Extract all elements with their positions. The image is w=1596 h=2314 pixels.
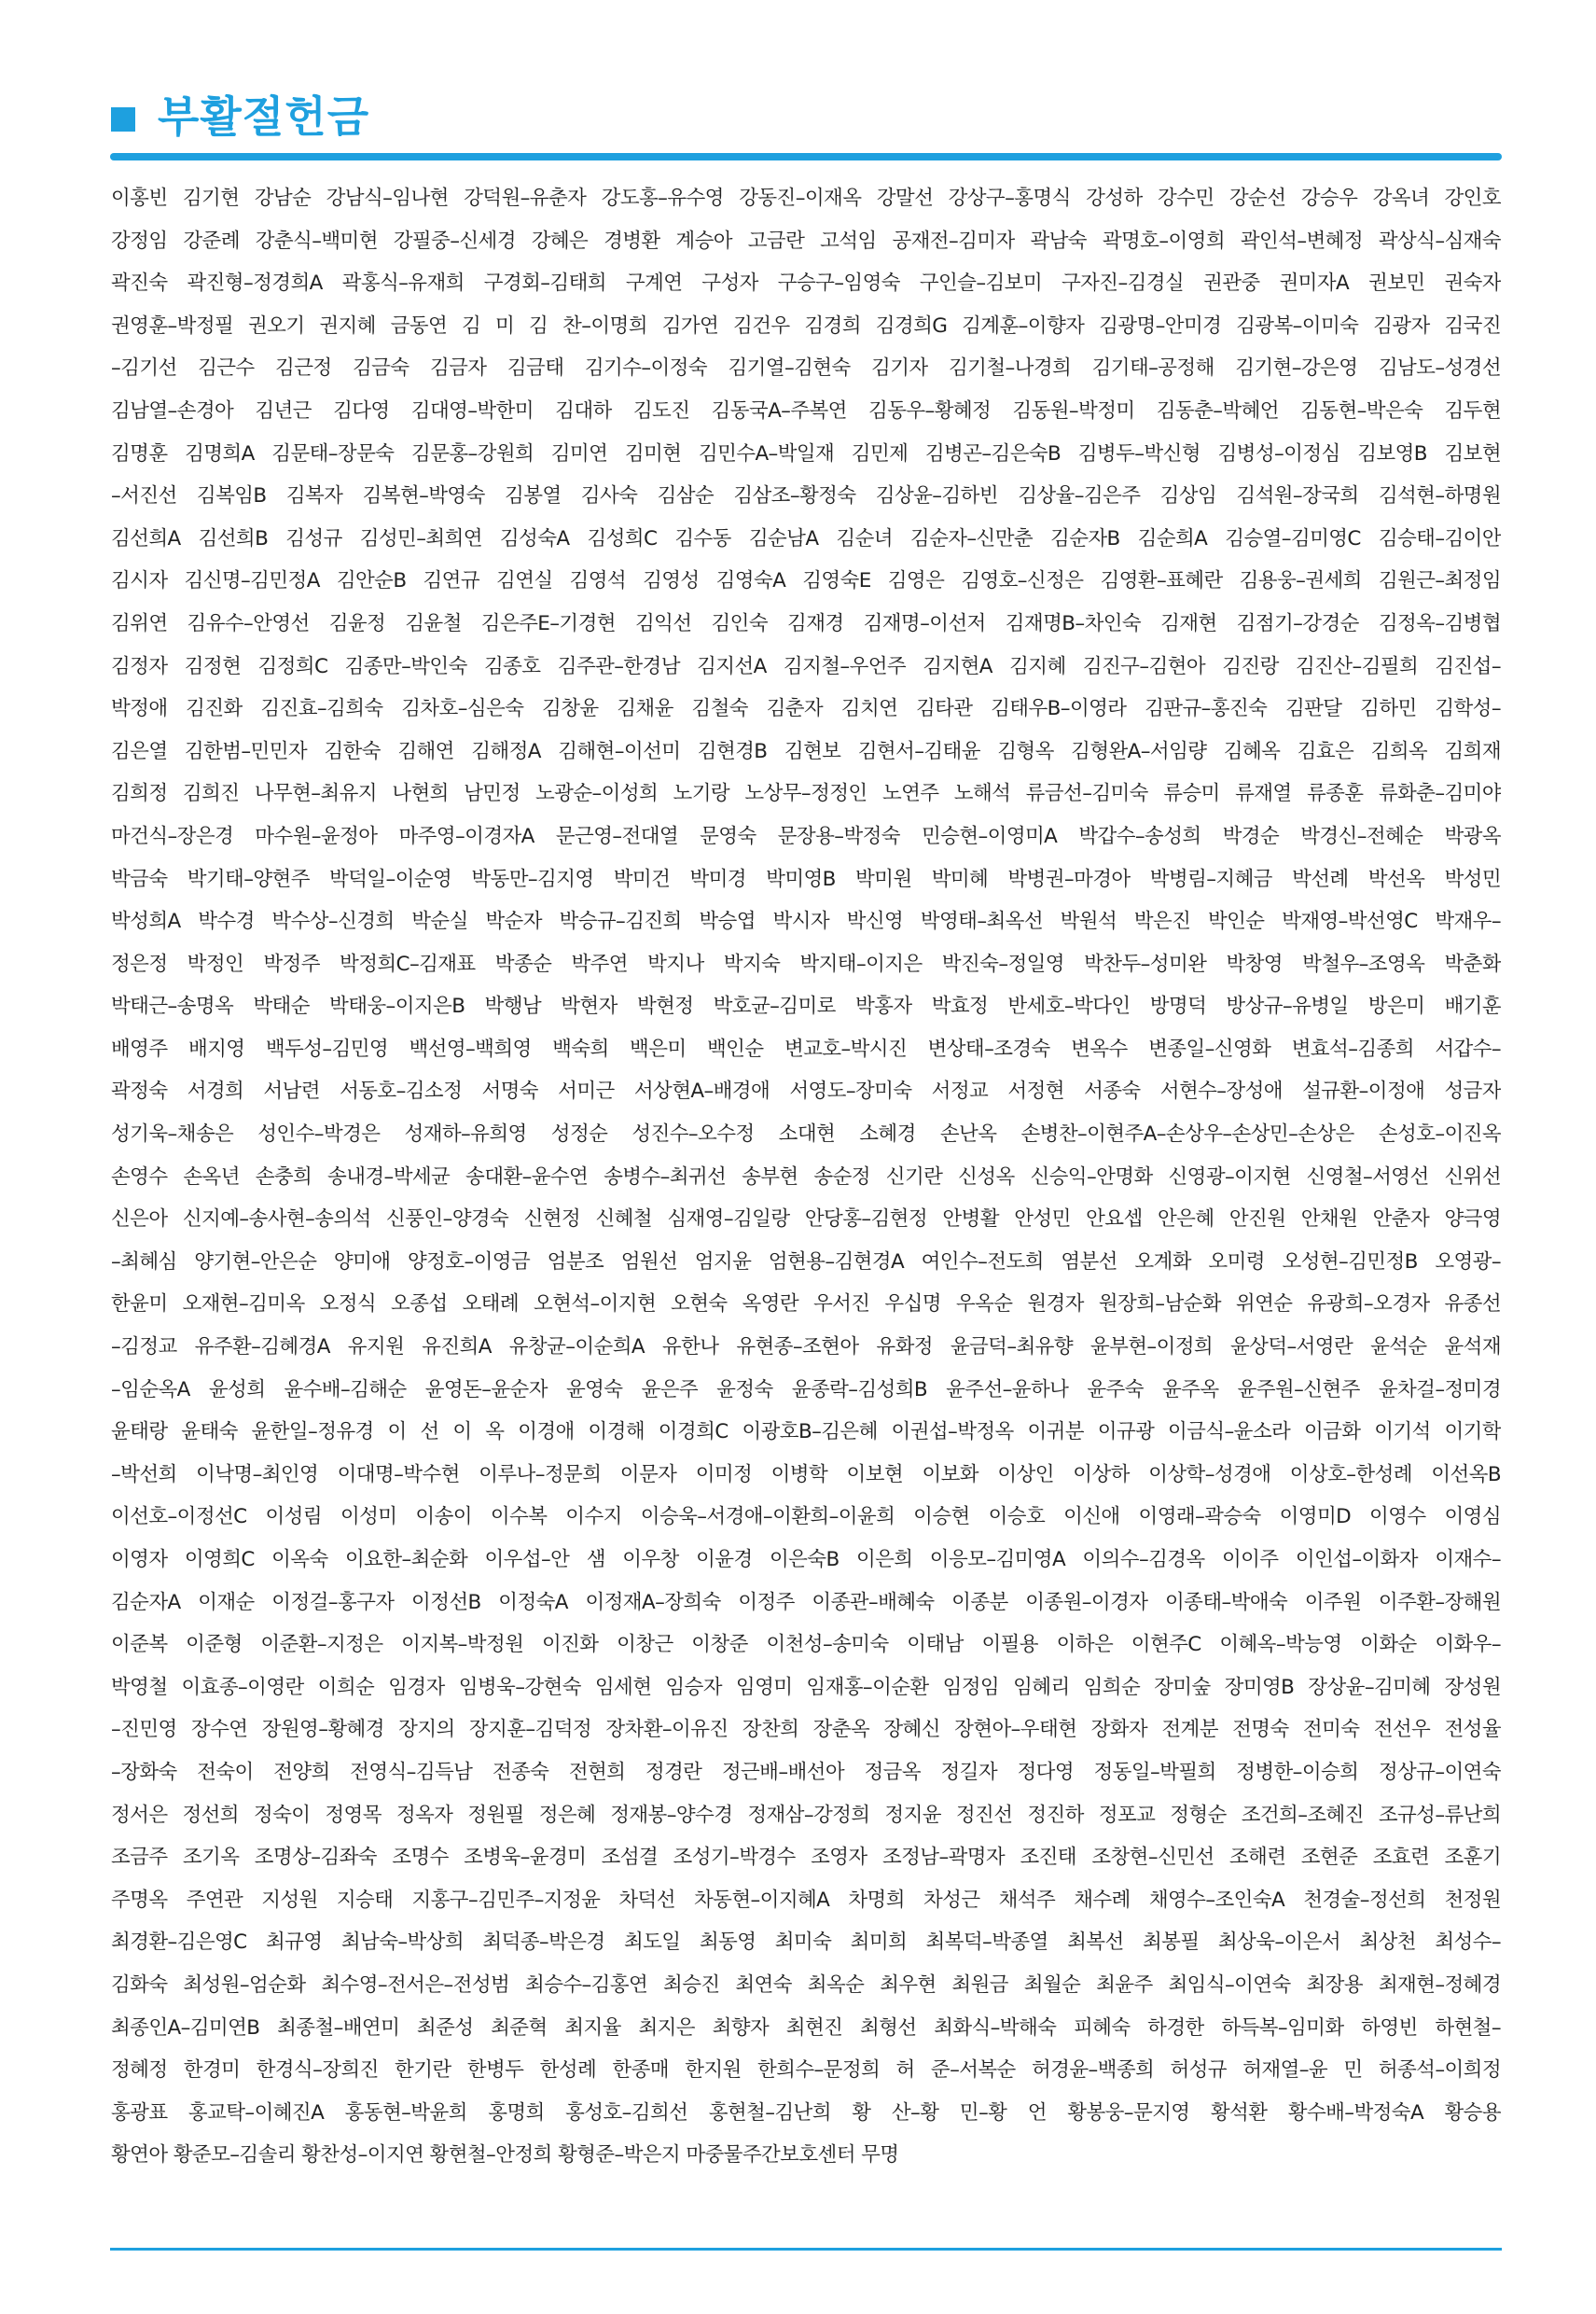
donor-line: 김시자 김신명–김민정A 김안순B 김연규 김연실 김영석 김영성 김영숙A 김영숙E 김영은 김영호–신정은 김영환–표혜란 김용웅–권세희 김원근–최정임 [111,569,1501,593]
section-header [111,90,369,144]
header-divider [110,153,1502,160]
donor-line: –임순옥A 윤성희 윤수배–김해순 윤영돈–윤순자 윤영숙 윤은주 윤정숙 윤종락–김성희B 윤주선–윤하나 윤주숙 윤주옥 윤주원–신현주 윤차걸–정미경 [111,1377,1501,1401]
section-square-icon [111,107,135,132]
donor-line: 김희정 김희진 나무현–최유지 나현희 남민정 노광순–이성희 노기랑 노상무–정정인 노연주 노해석 류금선–김미숙 류승미 류재열 류종훈 류화춘–김미야 [111,782,1501,806]
donor-line: 김명훈 김명희A 김문태–장문숙 김문홍–강원희 김미연 김미현 김민수A–박일재 김민제 김병곤–김은숙B 김병두–박신형 김병성–이정심 김보영B 김보현 [111,441,1501,466]
donor-line: 김위연 김유수–안영선 김윤정 김윤철 김은주E–기경현 김익선 김인숙 김재경 김재명–이선저 김재명B–차인숙 김재현 김점기–강경순 김정옥–김병협 [111,611,1501,635]
donor-line: 마건식–장은경 마수원–윤정아 마주영–이경자A 문근영–전대열 문영숙 문장용–박정숙 민승현–이영미A 박갑수–송성희 박경순 박경신–전혜순 박광옥 [111,824,1501,848]
donor-line: 김화숙 최성원–엄순화 최수영–전서은–전성범 최승수–김홍연 최승진 최연숙 최옥순 최우현 최원금 최월순 최윤주 최임식–이연숙 최장용 최재현–정혜경 [111,1972,1501,1997]
donor-line: –박선희 이낙명–최인영 이대명–박수현 이루나–정문희 이문자 이미정 이병학 이보현 이보화 이상인 이상하 이상학–성경애 이상호–한성례 이선옥B [111,1462,1501,1486]
donor-line: 최종인A–김미연B 최종철–배연미 최준성 최준혁 최지율 최지은 최향자 최현진 최형선 최화식–박해숙 피혜숙 하경한 하득복–임미화 하영빈 하현철– [111,2015,1501,2040]
donor-line: 박성희A 박수경 박수상–신경희 박순실 박순자 박승규–김진희 박승엽 박시자 박신영 박영태–최옥선 박원석 박은진 박인순 박재영–박선영C 박재우– [111,910,1501,934]
donor-line: 곽진숙 곽진형–정경희A 곽홍식–유재희 구경회–김태희 구계연 구성자 구승구–임영숙 구인슬–김보미 구자진–김경실 권관중 권미자A 권보민 권숙자 [111,272,1501,296]
donor-line: 박영철 이효종–이영란 이희순 임경자 임병욱–강현숙 임세현 임승자 임영미 임재홍–이순환 임정임 임혜리 임희순 장미숲 장미영B 장상윤–김미혜 장성원 [111,1675,1501,1699]
donor-line: 최경환–김은영C 최규영 최남숙–박상희 최덕종–박은경 최도일 최동영 최미숙 최미희 최복덕–박종열 최복선 최봉필 최상욱–이은서 최상천 최성수– [111,1931,1501,1955]
donor-line: 신은아 신지예–송사현–송의석 신풍인–양경숙 신현정 신혜철 심재영–김일랑 안당홍–김현정 안병활 안성민 안요셉 안은혜 안진원 안채원 안춘자 양극영 [111,1207,1501,1232]
donor-line: 김정자 김정현 김정희C 김종만–박인숙 김종호 김주관–한경남 김지선A 김지철–우언주 김지현A 김지혜 김진구–김현아 김진랑 김진산–김필희 김진섭– [111,654,1501,678]
donor-line: 김선희A 김선희B 김성규 김성민–최희연 김성숙A 김성희C 김수동 김순남A 김순녀 김순자–신만춘 김순자B 김순희A 김승열–김미영C 김승태–김이안 [111,526,1501,551]
donor-line: 권영훈–박정필 권오기 권지혜 금동연 김 미 김 찬–이명희 김가연 김건우 김경희 김경희G 김계훈–이향자 김광명–안미경 김광복–이미숙 김광자 김국진 [111,314,1501,338]
donor-line: –진민영 장수연 장원영–황혜경 장지의 장지훈–김덕정 장차환–이유진 장찬희 장춘옥 장혜신 장현아–우태현 장화자 전계분 전명숙 전미숙 전선우 전성율 [111,1718,1501,1742]
donor-line: 성기욱–채송은 성인수–박경은 성재하–유희영 성정순 성진수–오수정 소대현 소혜경 손난옥 손병찬–이현주A–손상우–손상민–손상은 손성호–이진옥 [111,1122,1501,1147]
donor-line: 이홍빈 김기현 강남순 강남식–임나현 강덕원–유춘자 강도홍–유수영 강동진–이재옥 강말선 강상구–홍명식 강성하 강수민 강순선 강승우 강옥녀 강인호 [111,187,1501,210]
donor-line: 정혜정 한경미 한경식–장희진 한기란 한병두 한성례 한종매 한지원 한희수–문정희 허 준–서복순 허경윤–백종희 허성규 허재열–윤 민 허종석–이희정 [111,2058,1501,2083]
donor-line: 정은정 박정인 박정주 박정희C–김재표 박종순 박주연 박지나 박지숙 박지태–이지은 박진숙–정일영 박찬두–성미완 박창영 박철우–조영옥 박춘화 [111,952,1501,976]
donor-line: 강정임 강준례 강춘식–백미현 강필중–신세경 강혜은 경병환 계승아 고금란 고석임 공재전–김미자 곽남숙 곽명호–이영희 곽인석–변혜정 곽상식–심재숙 [111,229,1501,253]
donor-line: 손영수 손옥년 손충희 송내경–박세균 송대환–윤수연 송병수–최귀선 송부현 송순정 신기란 신성옥 신승익–안명화 신영광–이지현 신영철–서영선 신위선 [111,1164,1501,1189]
footer-divider [110,2248,1502,2251]
donor-line: 김은열 김한범–민민자 김한숙 김해연 김해정A 김해현–이선미 김현경B 김현보 김현서–김태윤 김형옥 김형완A–서임량 김혜옥 김효은 김희옥 김희재 [111,739,1501,763]
section-title: 부활절헌금 [158,91,370,142]
donor-line: –장화숙 전숙이 전양희 전영식–김득남 전종숙 전현희 정경란 정근배–배선아 정금옥 정길자 정다영 정동일–박필희 정병한–이승희 정상규–이연숙 [111,1760,1501,1784]
donor-line: –최혜심 양기현–안은순 양미애 양정호–이영금 엄분조 엄원선 엄지윤 엄현용–김현경A 여인수–전도희 염분선 오계화 오미령 오성현–김민정B 오영광– [111,1249,1501,1274]
donor-line: –김정교 유주환–김혜경A 유지원 유진희A 유창균–이순희A 유한나 유현종–조현아 유화정 윤금덕–최유향 윤부현–이정희 윤상덕–서영란 윤석순 윤석재 [111,1335,1501,1359]
donor-line: 황연아 황준모–김솔리 황찬성–이지연 황현철–안정희 황형준–박은지 마중물주간보호센터 무명 [111,2143,899,2168]
donor-line: 이영자 이영희C 이옥숙 이요한–최순화 이우섭–안 샘 이우창 이윤경 이은숙B 이은희 이응모–김미영A 이의수–김경옥 이이주 이인섭–이화자 이재수– [111,1548,1501,1571]
donor-line: 김순자A 이재순 이정걸–홍구자 이정선B 이정숙A 이정재A–장희숙 이정주 이종관–배혜숙 이종분 이종원–이경자 이종태–박애숙 이주원 이주환–장해원 [111,1590,1501,1614]
donor-line: 이준복 이준형 이준환–지정은 이지복–박정원 이진화 이창근 이창준 이천성–송미숙 이태남 이필용 이하은 이현주C 이혜옥–박능영 이화순 이화우– [111,1633,1501,1657]
donor-line: –서진선 김복임B 김복자 김복현–박영숙 김봉열 김사숙 김삼순 김삼조–황정숙 김상윤–김하빈 김상율–김은주 김상임 김석원–장국희 김석현–하명원 [111,484,1501,509]
donor-line: 박태근–송명옥 박태순 박태웅–이지은B 박행남 박현자 박현정 박호균–김미로 박홍자 박효정 반세호–박다인 방명덕 방상규–유병일 방은미 배기훈 [111,995,1501,1019]
donor-line: 윤태랑 윤태숙 윤한일–정유경 이 선 이 옥 이경애 이경해 이경희C 이광호B–김은혜 이권섭–박정옥 이귀분 이규광 이금식–윤소라 이금화 이기석 이기학 [111,1420,1501,1444]
donor-line: 박금숙 박기태–양현주 박덕일–이순영 박동만–김지영 박미건 박미경 박미영B 박미원 박미혜 박병권–마경아 박병림–지혜금 박선례 박선옥 박성민 [111,867,1501,891]
donor-line: 홍광표 홍교탁–이혜진A 홍동현–박윤희 홍명희 홍성호–김희선 홍현철–김난희 황 산–황 민–황 언 황봉웅–문지영 황석환 황수배–박정숙A 황승용 [111,2100,1501,2125]
donor-line: –김기선 김근수 김근정 김금숙 김금자 김금태 김기수–이정숙 김기열–김현숙 김기자 김기철–나경희 김기태–공정해 김기현–강은영 김남도–성경선 [111,356,1501,381]
donor-line: 조금주 조기옥 조명상–김좌숙 조명수 조병욱–윤경미 조섬결 조성기–박경수 조영자 조정남–곽명자 조진태 조창현–신민선 조해련 조현준 조효련 조훈기 [111,1846,1501,1870]
donor-line: 이선호–이정선C 이성림 이성미 이송이 이수복 이수지 이승욱–서경애–이환희–이윤희 이승현 이승호 이신애 이영래–곽승숙 이영미D 이영수 이영심 [111,1505,1501,1529]
donor-line: 주명옥 주연관 지성원 지승태 지홍구–김민주–지정윤 차덕선 차동현–이지혜A 차명희 차성근 채석주 채수례 채영수–조인숙A 천경술–정선희 천정원 [111,1888,1501,1912]
donor-line: 배영주 배지영 백두성–김민영 백선영–백희영 백숙희 백은미 백인순 변교호–박시진 변상태–조경숙 변옥수 변종일–신영화 변효석–김종희 서갑수– [111,1037,1501,1061]
donor-line: 곽정숙 서경희 서남련 서동호–김소정 서명숙 서미근 서상현A–배경애 서영도–장미숙 서정교 서정현 서종숙 서현수–장성애 설규환–이정애 성금자 [111,1080,1501,1104]
donor-line: 정서은 정선희 정숙이 정영목 정옥자 정원필 정은혜 정재봉–양수경 정재삼–강정희 정지윤 정진선 정진하 정포교 정형순 조건희–조혜진 조규성–류난희 [111,1803,1501,1827]
donor-line: 박정애 김진화 김진효–김희숙 김차호–심은숙 김창윤 김채윤 김철숙 김춘자 김치연 김타관 김태우B–이영라 김판규–홍진숙 김판달 김하민 김학성– [111,697,1501,721]
donor-list [111,177,1501,2177]
donor-line: 한윤미 오재현–김미옥 오정식 오종섭 오태례 오현석–이지현 오현숙 옥영란 우서진 우십명 우옥순 원경자 원장희–남순화 위연순 유광희–오경자 유종선 [111,1292,1501,1317]
donor-line: 김남열–손경아 김년근 김다영 김대영–박한미 김대하 김도진 김동국A–주복연 김동우–황혜정 김동원–박정미 김동춘–박혜언 김동현–박은숙 김두현 [111,398,1501,423]
